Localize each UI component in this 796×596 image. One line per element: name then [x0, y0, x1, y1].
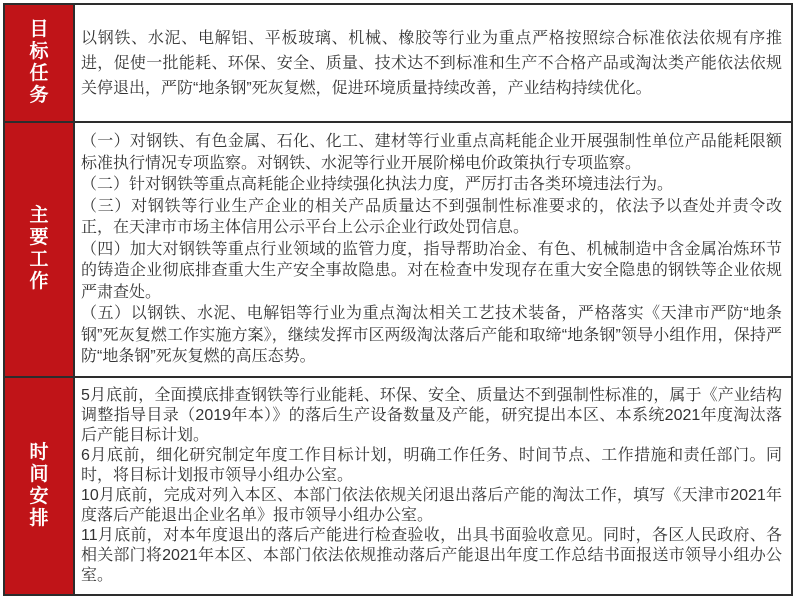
- paragraph: （五）以钢铁、水泥、电解铝等行业为重点淘汰相关工艺技术装备，严格落实《天津市严防“地条钢”死灰复燃工作实施方案》，继续发挥市区两级淘汰落后产能和取缔“地条钢”领导小组作用，保持严防“地条钢”死灰复燃的高压态势。: [81, 305, 782, 365]
- policy-table: [3, 3, 793, 596]
- row-label-main-work: [4, 122, 74, 377]
- paragraph: 6月底前，细化研究制定年度工作目标计划，明确工作任务、时间节点、工作措施和责任部门。同时，将目标计划报市领导小组办公室。: [81, 446, 782, 484]
- paragraph-group-goals: [81, 26, 782, 101]
- paragraph: （三）对钢铁等行业生产企业的相关产品质量达不到强制性标准要求的，依法予以查处并责令改正，在天津市市场主体信用公示平台上公示企业行政处罚信息。: [81, 197, 782, 236]
- row-content-main-work: [74, 122, 792, 377]
- paragraph: （一）对钢铁、有色金属、石化、化工、建材等行业重点高耗能企业开展强制性单位产品能耗限额标准执行情况专项监察。对钢铁、水泥等行业开展阶梯电价政策执行专项监察。: [81, 133, 782, 172]
- table-row-main-work: [4, 122, 792, 377]
- row-content-schedule: [74, 377, 792, 595]
- row-label-schedule: [4, 377, 74, 595]
- paragraph: 10月底前，完成对列入本区、本部门依法依规关闭退出落后产能的淘汰工作，填写《天津市2021年度落后产能退出企业名单》报市领导小组办公室。: [81, 486, 782, 524]
- policy-table-body: [4, 4, 792, 595]
- paragraph: （四）加大对钢铁等重点行业领域的监管力度，指导帮助冶金、有色、机械制造中含金属冶炼环节的铸造企业彻底排查重大生产安全事故隐患。对在检查中发现存在重大安全隐患的钢铁等企业依规严肃查处。: [81, 240, 782, 301]
- paragraph: 以钢铁、水泥、电解铝、平板玻璃、机械、橡胶等行业为重点严格按照综合标准依法依规有序推进，促使一批能耗、环保、安全、质量、技术达不到标准和生产不合格产品或淘汰类产能依法依规关停退出，严防“地条钢”死灰复燃，促进环境质量持续改善，产业结构持续优化。: [81, 29, 782, 97]
- row-label-goals-text: 目标任务: [29, 19, 49, 106]
- paragraph-group-main-work: [81, 131, 782, 368]
- row-content-goals: [74, 4, 792, 122]
- paragraph: 5月底前，全面摸底排查钢铁等行业能耗、环保、安全、质量达不到强制性标准的，属于《产业结构调整指导目录（2019年本）》的落后生产设备数量及产能，研究提出本区、本系统2021年度淘汰落后产能目标计划。: [81, 386, 782, 444]
- row-label-goals: [4, 4, 74, 122]
- paragraph-group-schedule: [81, 386, 782, 586]
- table-row-schedule: [4, 377, 792, 595]
- row-label-main-work-text: 主要工作: [29, 205, 49, 293]
- table-row-goals: [4, 4, 792, 122]
- row-label-schedule-text: 时间安排: [29, 441, 49, 529]
- paragraph: （二）针对钢铁等重点高耗能企业持续强化执法力度，严厉打击各类环境违法行为。: [81, 176, 674, 193]
- paragraph: 11月底前，对本年度退出的落后产能进行检查验收，出具书面验收意见。同时，各区人民政府、各相关部门将2021年本区、本部门依法依规推动落后产能退出年度工作总结书面报送市领导小组办公室。: [81, 526, 782, 584]
